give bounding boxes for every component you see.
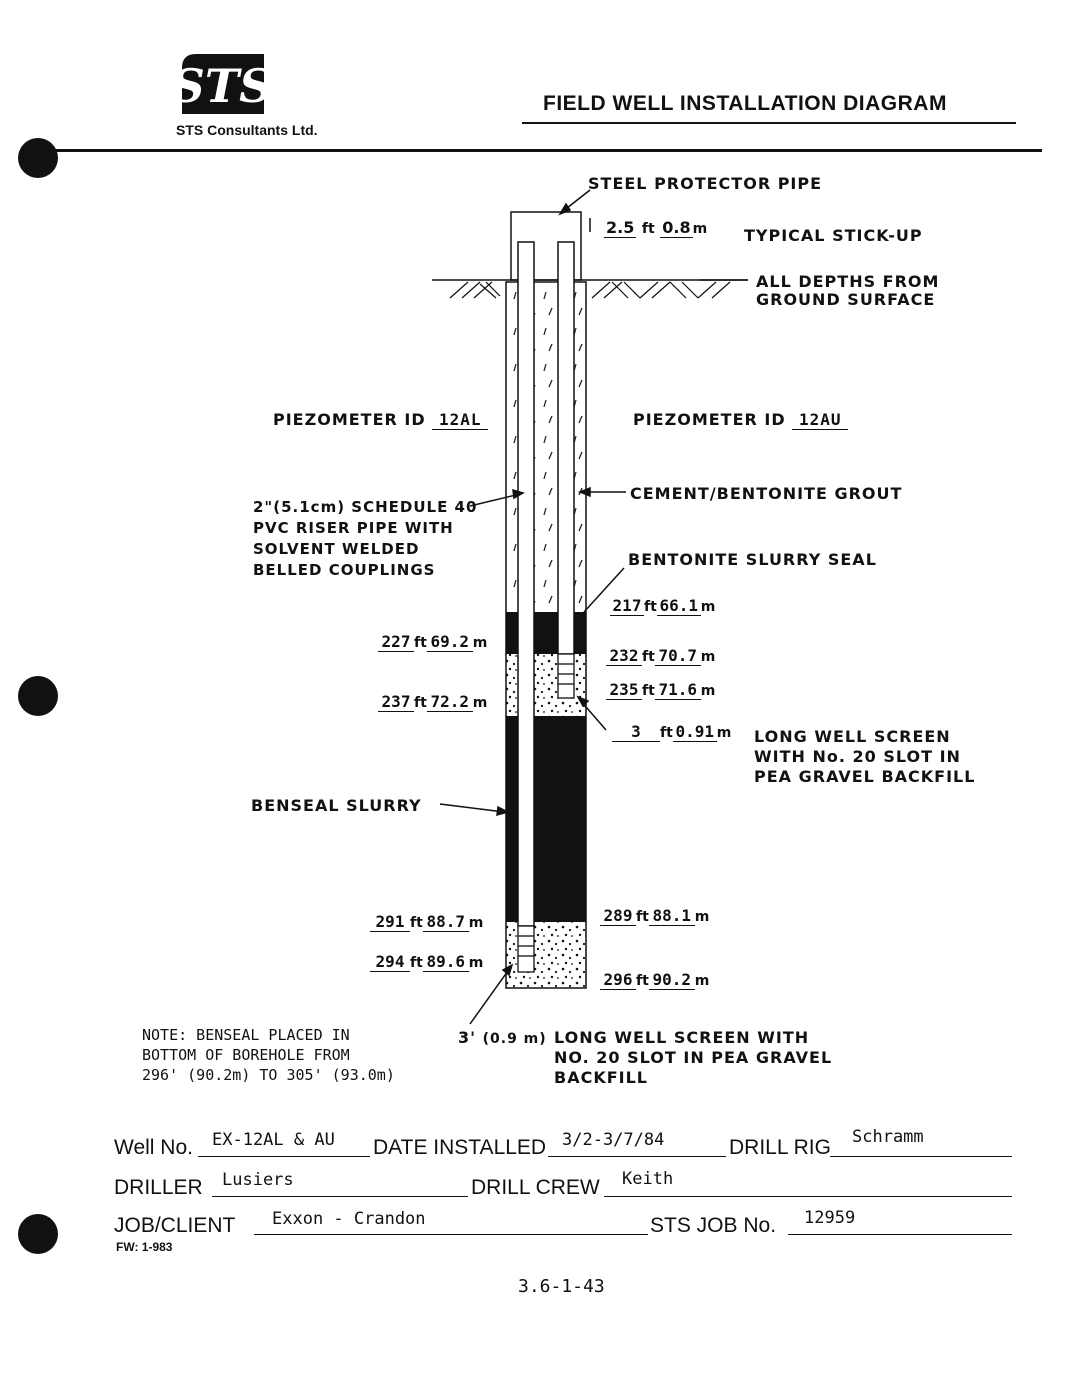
depth-232-ft: 232 <box>606 646 642 666</box>
company-name: STS Consultants Ltd. <box>176 122 318 138</box>
unit-m: m <box>472 635 488 651</box>
piezometer-left-label: PIEZOMETER ID <box>273 410 426 429</box>
unit-ft: ft <box>644 599 657 615</box>
grout-label: CEMENT/BENTONITE GROUT <box>630 484 903 503</box>
riser-line4: BELLED COUPLINGS <box>253 561 436 579</box>
unit-ft: ft <box>414 635 427 651</box>
depth-296-ft: 296 <box>600 970 636 990</box>
screen-lower-line3: BACKFILL <box>554 1068 648 1087</box>
depths-ref-line2: GROUND SURFACE <box>756 290 936 309</box>
screen-upper-line3: PEA GRAVEL BACKFILL <box>754 767 976 786</box>
riser-line3: SOLVENT WELDED <box>253 540 420 558</box>
unit-ft: ft <box>636 973 649 989</box>
well-no-value: EX-12AL & AU <box>212 1130 335 1150</box>
unit-m: m <box>700 649 716 665</box>
depth-296 <box>600 970 709 990</box>
unit-ft: ft <box>410 915 423 931</box>
screen-upper-m: 0.91 <box>673 722 717 742</box>
drill-rig-value: Schramm <box>852 1127 924 1147</box>
benseal-slurry-label: BENSEAL SLURRY <box>251 796 422 815</box>
stickup-ft: 2.5 <box>606 218 635 237</box>
form-code: FW: 1-983 <box>116 1240 173 1254</box>
depth-217-ft: 217 <box>610 596 644 616</box>
depth-227-m: 69.2 <box>427 632 473 652</box>
screen-upper-ft: 3 <box>612 722 660 742</box>
piezometer-right-label: PIEZOMETER ID <box>633 410 786 429</box>
screen-lower-line2: NO. 20 SLOT IN PEA GRAVEL <box>554 1048 833 1067</box>
unit-m: m <box>700 599 716 615</box>
page-title: FIELD WELL INSTALLATION DIAGRAM <box>543 92 947 115</box>
depth-237-m: 72.2 <box>427 692 473 712</box>
depth-235-ft: 235 <box>606 680 642 700</box>
drill-rig-label: DRILL RIG <box>729 1136 831 1159</box>
date-installed-line <box>548 1156 726 1157</box>
depth-291-m: 88.7 <box>423 912 469 932</box>
sts-job-no-label: STS JOB No. <box>650 1214 777 1237</box>
unit-m: m <box>694 973 710 989</box>
page-number: 3.6-1-43 <box>518 1276 605 1297</box>
depth-235 <box>606 680 715 700</box>
depth-227 <box>378 632 487 652</box>
job-client-value: Exxon - Crandon <box>272 1209 426 1229</box>
unit-m: m <box>716 725 732 741</box>
unit-m: m <box>700 683 716 699</box>
depths-ref-line1: ALL DEPTHS FROM <box>756 272 940 291</box>
ground-hatching <box>450 282 730 298</box>
stickup-dimension <box>604 218 707 238</box>
job-client-line <box>254 1234 648 1235</box>
piezometer-right <box>633 410 848 430</box>
unit-ft: ft <box>636 909 649 925</box>
unit-m: m <box>694 909 710 925</box>
unit-m: m <box>692 221 708 237</box>
note-line3: 296' (90.2m) TO 305' (93.0m) <box>142 1066 395 1084</box>
depth-227-ft: 227 <box>378 632 414 652</box>
note-line2: BOTTOM OF BOREHOLE FROM <box>142 1046 350 1064</box>
unit-ft: ft <box>660 725 673 741</box>
driller-label: DRILLER <box>114 1176 203 1199</box>
drill-crew-value: Keith <box>622 1169 674 1189</box>
sts-job-no-value: 12959 <box>804 1208 856 1228</box>
screen-lower-m: (0.9 m) <box>482 1031 547 1047</box>
depth-232 <box>606 646 715 666</box>
depth-294 <box>370 952 483 972</box>
screen-lower-ft: 3' <box>458 1028 477 1047</box>
well-screen-12al <box>518 926 534 972</box>
riser-pipe-12al <box>518 242 534 926</box>
drill-crew-line <box>604 1196 1012 1197</box>
depth-232-m: 70.7 <box>655 646 701 666</box>
screen-lower-dimension <box>458 1028 547 1047</box>
driller-line <box>212 1196 468 1197</box>
riser-line2: PVC RISER PIPE WITH <box>253 519 454 537</box>
date-installed-value: 3/2-3/7/84 <box>562 1130 665 1150</box>
slurry-seal-label: BENTONITE SLURRY SEAL <box>628 550 877 569</box>
riser-pipe-12au <box>558 242 574 654</box>
piezometer-right-id: 12AU <box>792 410 848 430</box>
stickup-m: 0.8 <box>662 218 691 237</box>
screen-upper-line1: LONG WELL SCREEN <box>754 727 951 746</box>
screen-upper-dimension <box>612 722 731 742</box>
piezometer-left <box>273 410 488 430</box>
steel-protector-pipe-label: STEEL PROTECTOR PIPE <box>588 174 823 193</box>
date-installed-label: DATE INSTALLED <box>373 1136 547 1159</box>
unit-m: m <box>472 695 488 711</box>
unit-ft: ft <box>642 649 655 665</box>
job-client-label: JOB/CLIENT <box>114 1214 236 1237</box>
depth-217-m: 66.1 <box>657 596 701 616</box>
drill-crew-label: DRILL CREW <box>471 1176 600 1199</box>
depth-237 <box>378 692 487 712</box>
depth-235-m: 71.6 <box>655 680 701 700</box>
depth-294-m: 89.6 <box>423 952 469 972</box>
screen-upper-line2: WITH No. 20 SLOT IN <box>754 747 961 766</box>
unit-m: m <box>468 915 484 931</box>
unit-ft: ft <box>642 683 655 699</box>
depth-237-ft: 237 <box>378 692 414 712</box>
note-line1: NOTE: BENSEAL PLACED IN <box>142 1026 350 1044</box>
well-no-label: Well No. <box>114 1136 193 1159</box>
drill-rig-line <box>830 1156 1012 1157</box>
depth-291 <box>370 912 483 932</box>
depth-294-ft: 294 <box>370 952 410 972</box>
depth-291-ft: 291 <box>370 912 410 932</box>
unit-ft: ft <box>414 695 427 711</box>
depth-289-m: 88.1 <box>649 906 695 926</box>
driller-value: Lusiers <box>222 1170 294 1190</box>
riser-line1: 2"(5.1cm) SCHEDULE 40 <box>253 498 478 516</box>
unit-ft: ft <box>410 955 423 971</box>
stickup-label: TYPICAL STICK-UP <box>744 226 923 245</box>
unit-ft: ft <box>641 221 655 237</box>
depth-289 <box>600 906 709 926</box>
piezometer-left-id: 12AL <box>432 410 488 430</box>
well-no-line <box>198 1156 370 1157</box>
sts-job-no-line <box>788 1234 1012 1235</box>
logo-letters: STS <box>171 59 273 113</box>
depth-289-ft: 289 <box>600 906 636 926</box>
unit-m: m <box>468 955 484 971</box>
screen-lower-line1: LONG WELL SCREEN WITH <box>554 1028 810 1047</box>
depth-296-m: 90.2 <box>649 970 695 990</box>
depth-217 <box>610 596 715 616</box>
well-screen-12au <box>558 654 574 698</box>
